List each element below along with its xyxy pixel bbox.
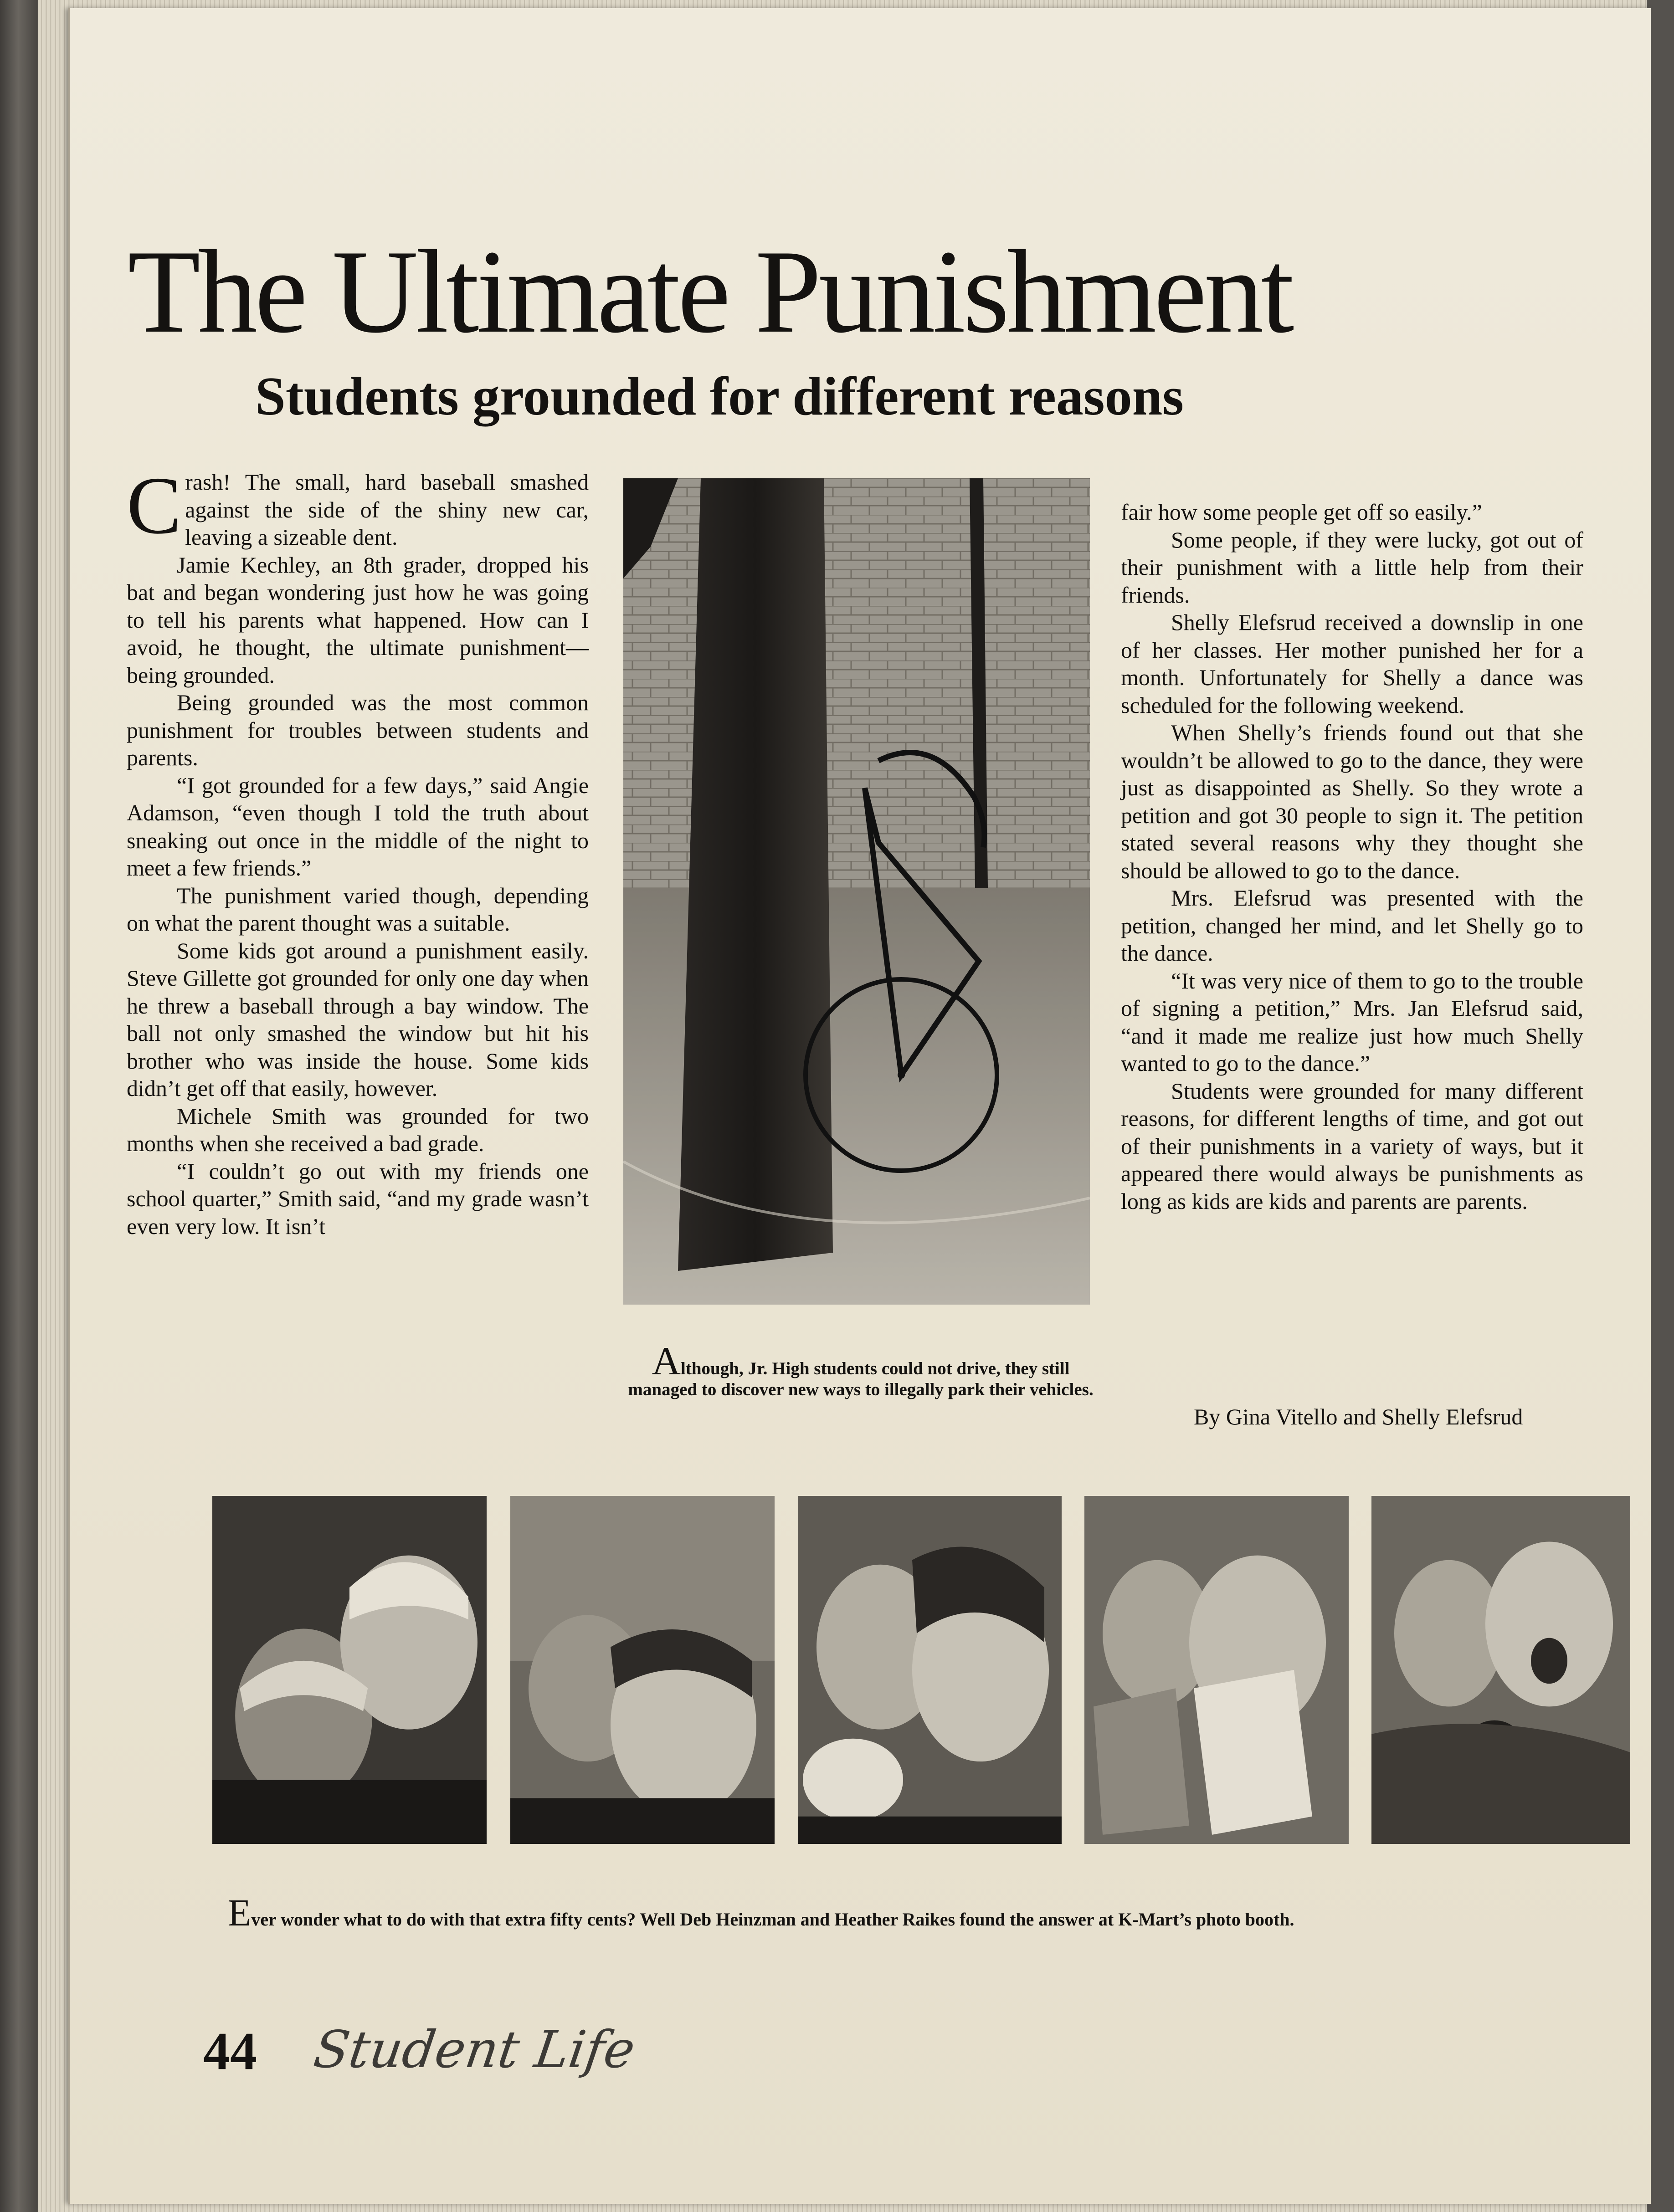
photo-booth-frame-5 (1371, 1496, 1630, 1844)
photo-caption-text: lthough, Jr. High students could not drive, they still managed to discover new ways to illegally park their vehicles. (628, 1359, 1094, 1399)
page-number: 44 (203, 2021, 257, 2081)
article-subtitle: Students grounded for different reasons (255, 366, 1184, 426)
photo-strip-caption-initial: E (228, 1892, 252, 1934)
paragraph-2: Jamie Kechley, an 8th grader, dropped his bat and began wondering just how he was going to tell his parents what happened. How can I avoid, he thought, the ultimate punishment—being grounded. (127, 552, 589, 688)
article-column-right (1121, 498, 1583, 1215)
photo-booth-frame-4 (1084, 1496, 1349, 1844)
photo-strip-caption (228, 1892, 1649, 1934)
photo-caption (626, 1339, 1095, 1400)
photo-booth-frame-2 (510, 1496, 775, 1844)
article-column-left (127, 460, 589, 1240)
paragraph-3: Being grounded was the most common punishment for troubles between students and parents. (127, 690, 589, 770)
section-label: Student Life (310, 2020, 639, 2079)
article-byline: By Gina Vitello and Shelly Elefsrud (1194, 1404, 1523, 1429)
paragraph-10: Some people, if they were lucky, got out of their punishment with a little help from their friends. (1121, 527, 1583, 608)
photo-booth-frame-3 (798, 1496, 1062, 1844)
paragraph-11: Shelly Elefsrud received a downslip in one of her classes. Her mother punished her for a month. Unfortunately for Shelly a dance was scheduled for the following weekend. (1121, 609, 1583, 718)
paragraph-7: Michele Smith was grounded for two months when she received a bad grade. (127, 1103, 589, 1156)
photo-strip-caption-text: ver wonder what to do with that extra fifty cents? Well Deb Heinzman and Heather Raikes found the answer at K-Mart’s photo booth. (251, 1909, 1294, 1930)
paragraph-8: “I couldn’t go out with my friends one school quarter,” Smith said, “and my grade wasn’t even very low. It isn’t (127, 1158, 589, 1239)
paragraph-15: Students were grounded for many different reasons, for different lengths of time, and got out of their punishments in a variety of ways, but it appeared there would always be punishments as long as kids are kids and parents are parents. (1121, 1078, 1583, 1214)
paragraph-4: “I got grounded for a few days,” said Angie Adamson, “even though I told the truth about sneaking out once in the middle of the night to meet a few friends.” (127, 772, 589, 881)
paragraph-14: “It was very nice of them to go to the trouble of signing a petition,” Mrs. Jan Elefsrud said, “and it made me realize just how much Shelly wanted to go to the dance.” (1121, 968, 1583, 1076)
paragraph-5: The punishment varied though, depending on what the parent thought was a suitable. (127, 882, 589, 936)
paragraph-13: Mrs. Elefsrud was presented with the petition, changed her mind, and let Shelly go to the dance. (1121, 885, 1583, 966)
photo-booth-frame-1 (212, 1496, 487, 1844)
article-title: The Ultimate Punishment (128, 225, 1292, 358)
drop-cap: C (127, 460, 182, 551)
paragraph-9: fair how some people get off so easily.” (1121, 499, 1482, 525)
paragraph-1: Crash! The small, hard baseball smashed against the side of the shiny new car, leaving a sizeable dent. (127, 460, 589, 551)
paragraph-6: Some kids got around a punishment easily. Steve Gillette got grounded for only one day when he threw a baseball through a bay window. The ball not only smashed the window but hit his brother who was inside the house. Some kids didn’t get off that easily, however. (127, 937, 589, 1101)
paragraph-12: When Shelly’s friends found out that she wouldn’t be allowed to go to the dance, they were just as disappointed as Shelly. So they wrote a petition and got 30 people to sign it. The petition stated several reasons why they thought she should be allowed to go to the dance. (1121, 720, 1583, 883)
bicycle-photo (623, 478, 1090, 1305)
photo-caption-initial: A (652, 1339, 681, 1383)
